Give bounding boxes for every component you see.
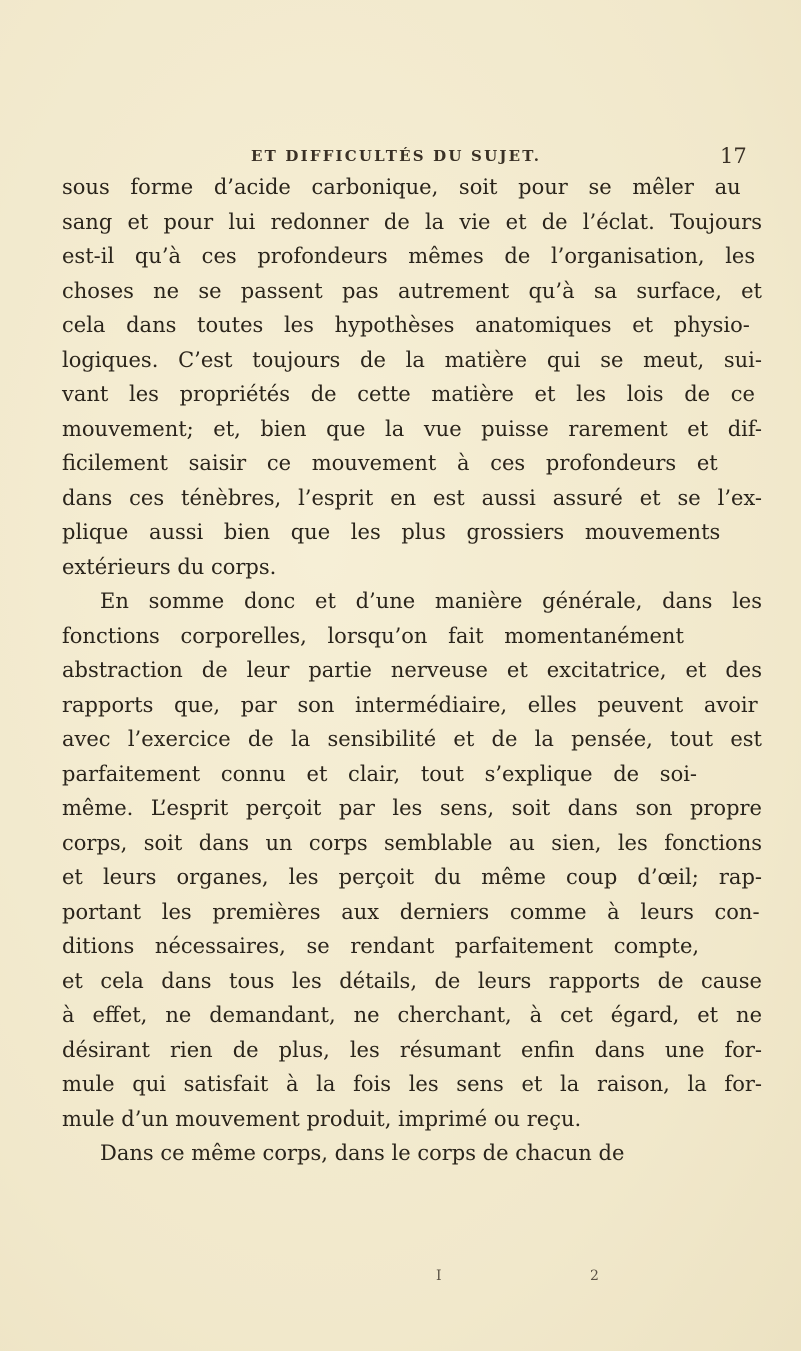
text-line: corps, soit dans un corps semblable au sien, les fonctions	[62, 830, 762, 855]
page-footer	[0, 1268, 801, 1292]
text-line: à effet, ne demandant, ne cherchant, à cet égard, et ne	[62, 1003, 762, 1027]
text-line: même. L’esprit perçoit par les sens, soit dans son propre	[62, 796, 762, 820]
text-line: extérieurs du corps.	[62, 554, 277, 579]
running-head: ET DIFFICULTÉS DU SUJET.	[251, 147, 542, 165]
text-line: et cela dans tous les détails, de leurs rapports de cause	[62, 968, 762, 993]
text-line: vant les propriétés de cette matière et les lois de ce	[62, 382, 755, 406]
text-line: sang et pour lui redonner de la vie et de l’éclat. Toujours	[62, 209, 762, 234]
text-line: plique aussi bien que les plus grossiers mouvements	[62, 520, 721, 544]
text-line: Dans ce même corps, dans le corps de chacun de	[100, 1141, 625, 1165]
text-line: sous forme d’acide carbonique, soit pour se mêler au	[62, 175, 741, 199]
signature-mark: I	[436, 1268, 442, 1284]
text-line: fonctions corporelles, lorsqu’on fait momentanément	[62, 623, 684, 648]
text-line: abstraction de leur partie nerveuse et excitatrice, et des	[62, 658, 762, 682]
signature-number: 2	[590, 1268, 599, 1284]
text-line: et leurs organes, les perçoit du même coup d’œil; rap-	[62, 865, 762, 889]
text-line: logiques. C’est toujours de la matière qui se meut, sui-	[62, 347, 762, 372]
text-line: est-il qu’à ces profondeurs mêmes de l’organisation, les	[62, 244, 756, 268]
text-line: cela dans toutes les hypothèses anatomiques et physio-	[62, 313, 750, 337]
text-line: mule d’un mouvement produit, imprimé ou reçu.	[62, 1106, 582, 1131]
body-text	[62, 170, 762, 1171]
text-line: dans ces ténèbres, l’esprit en est aussi assuré et se l’ex-	[62, 485, 762, 510]
text-line: parfaitement connu et clair, tout s’explique de soi-	[62, 761, 698, 786]
page-number: 17	[720, 144, 747, 168]
text-line: mouvement; et, bien que la vue puisse rarement et dif-	[62, 416, 762, 441]
text-line: rapports que, par son intermédiaire, elles peuvent avoir	[62, 692, 758, 717]
text-line: ditions nécessaires, se rendant parfaitement compte,	[62, 934, 700, 958]
text-line: En somme donc et d’une manière générale, dans les	[100, 589, 762, 613]
text-line: avec l’exercice de la sensibilité et de la pensée, tout est	[62, 727, 762, 751]
text-line: mule qui satisfait à la fois les sens et la raison, la for-	[62, 1072, 762, 1096]
text-line: ficilement saisir ce mouvement à ces profondeurs et	[62, 451, 718, 475]
text-line: désirant rien de plus, les résumant enfin dans une for-	[62, 1037, 762, 1062]
text-line: portant les premières aux derniers comme à leurs con-	[62, 899, 760, 924]
text-line: choses ne se passent pas autrement qu’à sa surface, et	[62, 278, 762, 303]
